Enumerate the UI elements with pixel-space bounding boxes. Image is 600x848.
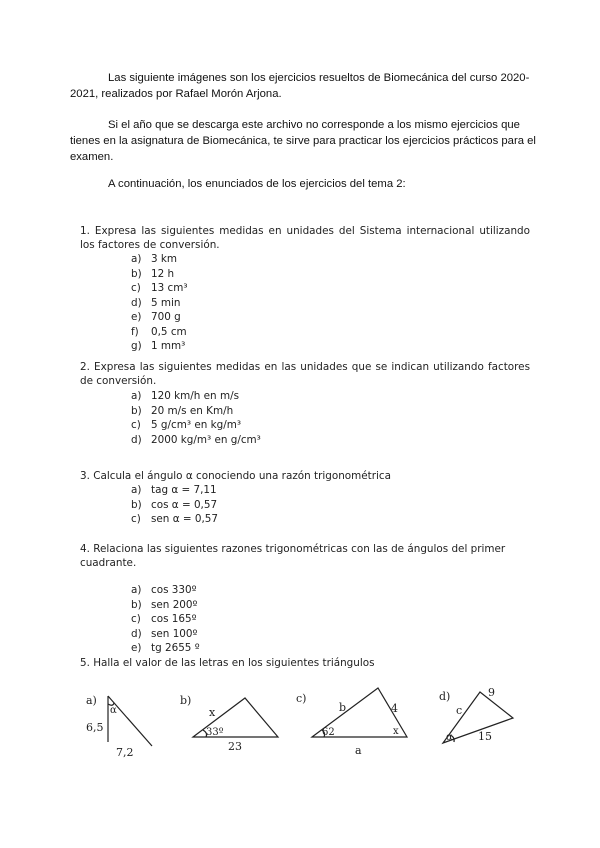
intro-paragraph-3 bbox=[70, 176, 540, 192]
list-item: c) sen α = 0,57 bbox=[131, 513, 218, 525]
exercise-3-statement: 3. Calcula el ángulo α conociendo una razón trigonométrica bbox=[80, 470, 391, 482]
triangle-c-angle-62: 62 bbox=[322, 727, 335, 738]
exercise-3 bbox=[80, 469, 530, 527]
triangle-b-side-x: x bbox=[209, 706, 216, 719]
intro-paragraph-2 bbox=[70, 117, 540, 165]
exercise-3-items bbox=[131, 483, 530, 527]
exercise-1 bbox=[80, 224, 530, 354]
exercise-4-statement: 4. Relaciona las siguientes razones trigonométricas con las de ángulos del primer cuadrante. bbox=[80, 543, 506, 569]
triangle-b-angle: 33º bbox=[206, 727, 224, 738]
list-item: b) 12 h bbox=[131, 267, 175, 280]
exercise-2 bbox=[80, 360, 530, 447]
intro-paragraph-1 bbox=[70, 70, 540, 102]
intro-text-2: Si el año que se descarga este archivo no corresponde a los mismo ejercicios que tienes en la asignatura de Biomecánica, te sirve para practicar los ejercicios prácticos para el examen. bbox=[70, 119, 536, 163]
intro-text-3: A continuación, los enunciados de los ejercicios del tema 2: bbox=[108, 178, 406, 190]
exercise-2-statement: 2. Expresa las siguientes medidas en las unidades que se indican utilizando factores de conversión. bbox=[80, 361, 530, 387]
list-item: a) 3 km bbox=[131, 253, 178, 265]
triangle-a-side-hyp: 7,2 bbox=[116, 746, 134, 759]
exercise-4 bbox=[80, 542, 530, 656]
triangle-a-angle: α bbox=[110, 705, 117, 716]
triangle-c-angle-x: x bbox=[393, 726, 399, 737]
list-item: c) 13 cm³ bbox=[131, 282, 188, 294]
triangle-b-base: 23 bbox=[228, 740, 242, 753]
list-item: b) cos α = 0,57 bbox=[131, 498, 218, 511]
triangle-c-base: a bbox=[355, 744, 362, 757]
triangle-a-label: a) bbox=[86, 694, 97, 707]
triangle-figures bbox=[0, 680, 600, 780]
triangle-c-label: c) bbox=[296, 692, 307, 705]
list-item: b) sen 200º bbox=[131, 598, 198, 611]
list-item: c) cos 165º bbox=[131, 613, 197, 625]
exercise-5-statement: 5. Halla el valor de las letras en los siguientes triángulos bbox=[80, 657, 375, 669]
triangle-b-label: b) bbox=[180, 694, 192, 707]
list-item: c) 5 g/cm³ en kg/m³ bbox=[131, 419, 241, 431]
list-item: a) tag α = 7,11 bbox=[131, 484, 217, 496]
list-item: e) tg 2655 º bbox=[131, 642, 200, 654]
triangle-a-side-vertical: 6,5 bbox=[86, 721, 104, 734]
list-item: d) 2000 kg/m³ en g/cm³ bbox=[131, 433, 261, 446]
exercise-4-items bbox=[131, 583, 530, 656]
list-item: f) 0,5 cm bbox=[131, 325, 187, 338]
exercise-5 bbox=[80, 656, 530, 670]
exercise-2-items bbox=[131, 389, 530, 447]
triangle-c-side-4: 4 bbox=[391, 702, 398, 715]
triangle-a-hypotenuse bbox=[108, 696, 152, 746]
list-item: d) sen 100º bbox=[131, 627, 198, 640]
triangle-d-side-15: 15 bbox=[478, 730, 492, 743]
list-item: d) 5 min bbox=[131, 296, 181, 309]
intro-text-1: Las siguiente imágenes son los ejercicios resueltos de Biomecánica del curso 2020-2021, realizados por Rafael Morón Arjona. bbox=[70, 72, 530, 100]
triangle-c-side-b: b bbox=[339, 701, 347, 714]
list-item: g) 1 mm³ bbox=[131, 340, 186, 352]
exercise-1-statement: 1. Expresa las siguientes medidas en unidades del Sistema internacional utilizando los factores de conversión. bbox=[80, 225, 530, 251]
triangle-d-label: d) bbox=[439, 690, 451, 703]
list-item: b) 20 m/s en Km/h bbox=[131, 404, 234, 417]
exercise-1-items bbox=[131, 252, 530, 354]
list-item: e) 700 g bbox=[131, 311, 181, 323]
triangle-d-side-9: 9 bbox=[488, 686, 495, 699]
list-item: a) 120 km/h en m/s bbox=[131, 390, 239, 402]
list-item: a) cos 330º bbox=[131, 584, 197, 596]
triangle-d-angle: α bbox=[446, 732, 453, 743]
triangle-d-side-c: c bbox=[456, 704, 463, 717]
